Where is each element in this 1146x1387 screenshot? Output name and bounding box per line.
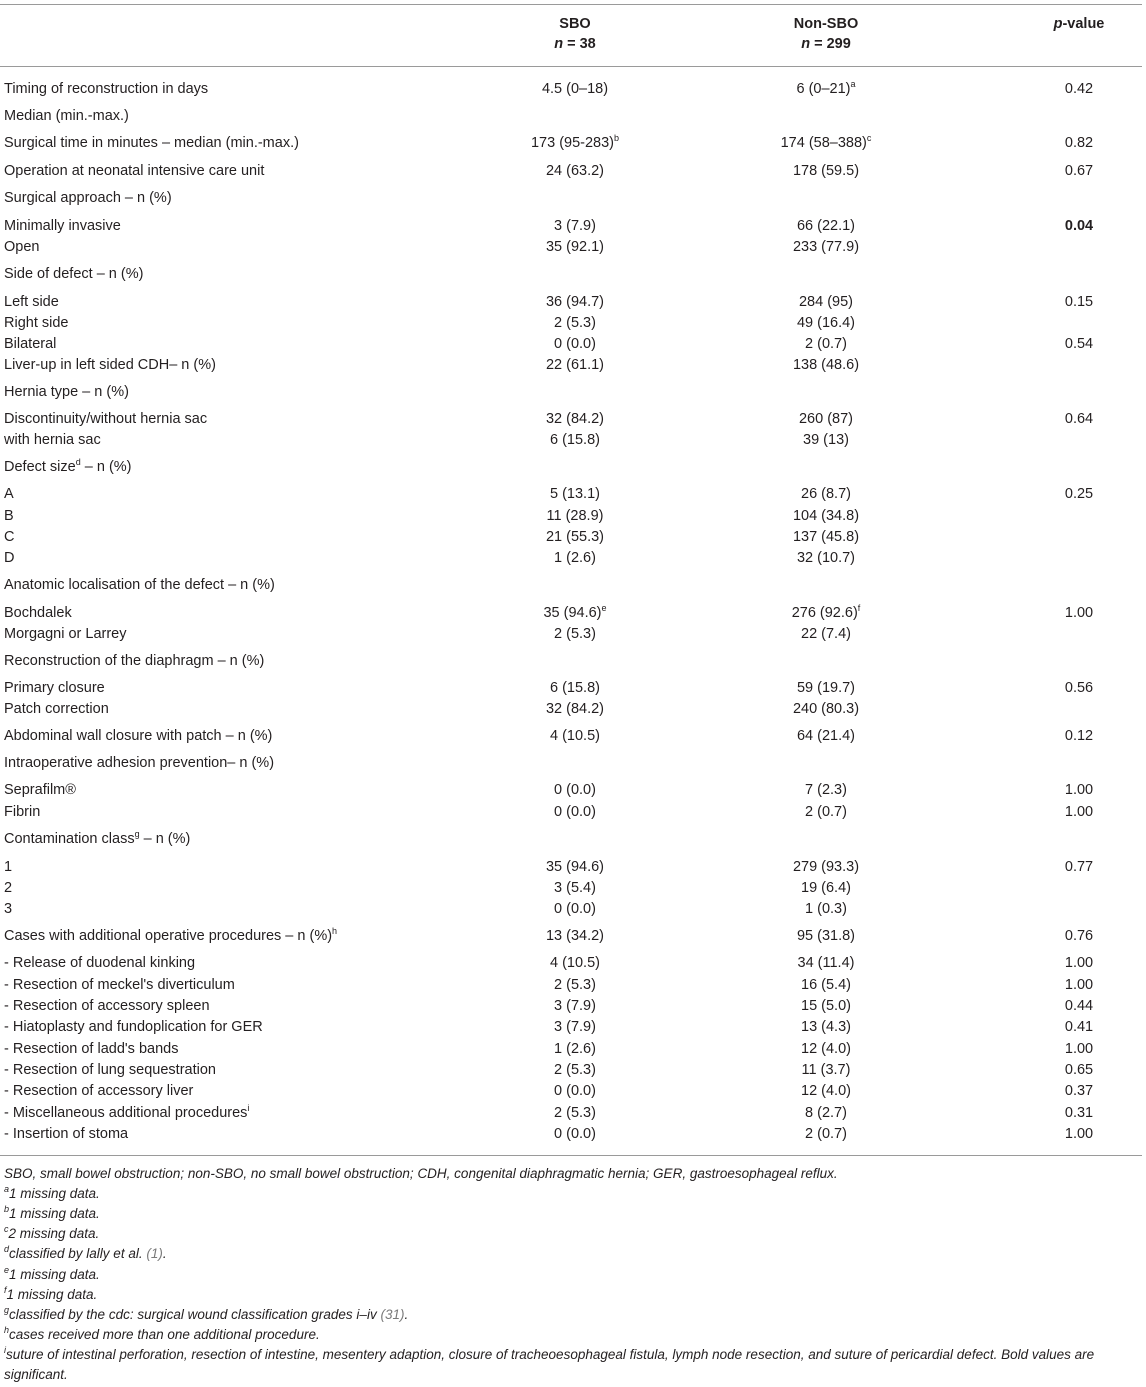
cell-non-sbo: 276 $(92.6)^f$ (791, 603, 861, 621)
row-label: - Resection of accessory liver (4, 1083, 194, 1099)
cell-sbo: 13 (34.2) (545, 928, 605, 944)
table-row (0, 409, 1142, 429)
footnote-mark: g (134, 829, 140, 839)
cell-non-sbo: 34 (11.4) (797, 955, 855, 971)
footnote-mark: f (857, 603, 861, 613)
cell-p-value: 0.12 (1064, 728, 1094, 744)
cell-non-sbo: 95 (31.8) (796, 928, 856, 944)
row-label: Liver-up in left sided CDH– n (%) (4, 357, 216, 373)
cell-sbo: 4 (10.5) (550, 955, 600, 971)
row-label: Bochdalek (4, 605, 72, 621)
table-row (0, 753, 1142, 773)
table-row (0, 1060, 1142, 1080)
cell-non-sbo: 64 (21.4) (796, 728, 856, 744)
table-row (0, 133, 1142, 153)
cell-p-value: 0.76 (1064, 928, 1094, 944)
table-row (0, 780, 1142, 800)
cell-non-sbo: 19 (6.4) (801, 880, 851, 896)
cell-sbo: 36 (94.7) (545, 294, 605, 310)
footnote-f: $^f$1 missing data. (4, 1285, 98, 1302)
row-label: - Miscellaneous additional procedures$^i$ (4, 1103, 250, 1121)
cell-non-sbo: 13 (4.3) (801, 1019, 851, 1035)
cell-p-value: 0.37 (1064, 1083, 1094, 1099)
cell-sbo: 6 (15.8) (550, 680, 600, 696)
row-label: - Release of duodenal kinking (4, 955, 196, 971)
table-row (0, 161, 1142, 181)
cell-p-value: 0.65 (1064, 1062, 1094, 1078)
table-row (0, 1081, 1142, 1101)
row-label: C (4, 529, 15, 545)
row-label: - Resection of lung sequestration (4, 1062, 216, 1078)
cell-sbo: 2 (5.3) (554, 1105, 596, 1121)
table-row (0, 355, 1142, 375)
cell-sbo: 0 (0.0) (554, 1126, 596, 1142)
cell-non-sbo: 279 (93.3) (792, 859, 860, 875)
cell-sbo: 3 (7.9) (554, 998, 596, 1014)
cell-p-value: 0.82 (1064, 135, 1094, 151)
cell-p-value: 1.00 (1064, 1126, 1094, 1142)
row-label: 1 (4, 859, 13, 875)
table-row (0, 506, 1142, 526)
cell-sbo: 2 (5.3) (554, 1062, 596, 1078)
footnote-c: $^c$2 missing data. (4, 1224, 100, 1241)
cell-non-sbo: 15 (5.0) (801, 998, 851, 1014)
row-label: Anatomic localisation of the defect – n (%) (4, 577, 275, 593)
footnote-i: $^i$suture of intestinal perforation, resection of intestine, mesentery adaption, closure of tracheoesophageal fistula, lymph node resection, and suture of pericardial defect. Bold values are significant. (4, 1345, 1095, 1382)
cell-sbo: 5 (13.1) (550, 486, 600, 502)
row-label: Discontinuity/without hernia sac (4, 411, 208, 427)
cell-non-sbo: 233 (77.9) (792, 239, 860, 255)
cell-sbo: 0 (0.0) (554, 336, 596, 352)
cell-p-value: 1.00 (1064, 977, 1094, 993)
cell-non-sbo: 1 (0.3) (805, 901, 847, 917)
table-row (0, 1103, 1142, 1123)
header-non-sbo-title: Non-SBO (793, 16, 859, 32)
header-rule (0, 66, 1142, 67)
row-label: - Hiatoplasty and fundoplication for GER (4, 1019, 263, 1035)
cell-sbo: 35 (94.6) (545, 859, 605, 875)
cell-sbo: 35 $(94.6)^e$ (543, 603, 607, 621)
table-row (0, 726, 1142, 746)
footnote-d: $^d$classified by lally et al. (1). (4, 1244, 167, 1261)
row-label: Operation at neonatal intensive care unit (4, 163, 265, 179)
cell-sbo: 1 (2.6) (554, 1041, 596, 1057)
table-row (0, 926, 1142, 946)
cell-sbo: 2 (5.3) (554, 977, 596, 993)
cell-sbo: 32 (84.2) (545, 411, 605, 427)
cell-non-sbo: 49 (16.4) (796, 315, 856, 331)
cell-non-sbo: 59 (19.7) (796, 680, 856, 696)
reference-link: (1) (146, 1246, 163, 1261)
row-label: Cases with additional operative procedures – n (%)$^h$ (4, 926, 338, 944)
cell-sbo: 0 (0.0) (554, 901, 596, 917)
row-label: Timing of reconstruction in days (4, 81, 209, 97)
table-row (0, 899, 1142, 919)
table-row (0, 79, 1142, 99)
row-label: B (4, 508, 14, 524)
cell-sbo: 3 (5.4) (554, 880, 596, 896)
cell-sbo: 4 (10.5) (550, 728, 600, 744)
table-row (0, 624, 1142, 644)
footnote-mark: a (850, 79, 856, 89)
row-label: Surgical time in minutes – median (min.-max.) (4, 135, 299, 151)
table-row (0, 829, 1142, 849)
cell-sbo: 2 (5.3) (554, 315, 596, 331)
cell-p-value: 0.67 (1064, 163, 1094, 179)
header-non-sbo-n: n = 299 (801, 36, 851, 52)
row-label: - Resection of accessory spleen (4, 998, 210, 1014)
row-label: D (4, 550, 15, 566)
table-row (0, 878, 1142, 898)
cell-p-value: 1.00 (1064, 804, 1094, 820)
row-label: Reconstruction of the diaphragm – n (%) (4, 653, 265, 669)
footnote-h: $^h$cases received more than one additional procedure. (4, 1325, 320, 1342)
cell-p-value: 1.00 (1064, 955, 1094, 971)
row-label: Patch correction (4, 701, 109, 717)
table-row (0, 1039, 1142, 1059)
row-label: Primary closure (4, 680, 105, 696)
top-rule (0, 4, 1142, 5)
cell-non-sbo: 2 (0.7) (805, 336, 847, 352)
table-row (0, 802, 1142, 822)
table-row (0, 527, 1142, 547)
row-label: Side of defect – n (%) (4, 266, 144, 282)
row-label: A (4, 486, 14, 502)
table-row (0, 996, 1142, 1016)
cell-p-value: 1.00 (1064, 1041, 1094, 1057)
reference-link: (31) (380, 1307, 405, 1322)
table-row (0, 313, 1142, 333)
table-row (0, 548, 1142, 568)
footnote-mark: h (332, 926, 338, 936)
row-label: Seprafilm® (4, 782, 76, 798)
cell-non-sbo: 178 (59.5) (792, 163, 860, 179)
footnote-mark: c (866, 133, 872, 143)
row-label: Morgagni or Larrey (4, 626, 127, 642)
table-row (0, 292, 1142, 312)
cell-non-sbo: 240 (80.3) (792, 701, 860, 717)
table-row (0, 678, 1142, 698)
footnote-g: $^g$classified by the cdc: surgical wound classification grades i–iv (31). (4, 1305, 409, 1322)
table-row (0, 975, 1142, 995)
row-label: Surgical approach – n (%) (4, 190, 172, 206)
footnote-mark: i (247, 1103, 250, 1113)
cell-p-value: 0.42 (1064, 81, 1094, 97)
footnote-abbreviations: SBO, small bowel obstruction; non-SBO, no small bowel obstruction; CDH, congenital diaphragmatic hernia; GER, gastroesophageal reflux. (4, 1166, 838, 1181)
row-label: 2 (4, 880, 13, 896)
cell-non-sbo: 137 (45.8) (792, 529, 860, 545)
footnote-mark: d (75, 457, 81, 467)
table-row (0, 1124, 1142, 1144)
cell-non-sbo: 284 (95) (798, 294, 853, 310)
cell-non-sbo: 26 (8.7) (801, 486, 851, 502)
footnote-mark: e (601, 603, 607, 613)
cell-p-value: 0.54 (1064, 336, 1094, 352)
table-row (0, 216, 1142, 236)
cell-non-sbo: 260 (87) (798, 411, 853, 427)
cell-non-sbo: 32 (10.7) (796, 550, 856, 566)
cell-sbo: 3 (7.9) (554, 1019, 596, 1035)
table-row (0, 953, 1142, 973)
header-sbo (455, 14, 695, 54)
cell-p-value: 0.31 (1064, 1105, 1094, 1121)
cell-sbo: 24 (63.2) (545, 163, 605, 179)
row-label: Right side (4, 315, 69, 331)
cell-sbo: 35 (92.1) (545, 239, 605, 255)
row-label: 3 (4, 901, 13, 917)
row-label: Median (min.-max.) (4, 108, 129, 124)
footnote-e: $^e$1 missing data. (4, 1265, 100, 1282)
row-label: Bilateral (4, 336, 57, 352)
row-label: Contamination class$^g$ – n (%) (4, 829, 191, 847)
row-label: Intraoperative adhesion prevention– n (%) (4, 755, 275, 771)
row-label: Open (4, 239, 40, 255)
row-label: - Resection of meckel's diverticulum (4, 977, 235, 993)
cell-p-value: 0.77 (1064, 859, 1094, 875)
cell-p-value: 0.64 (1064, 411, 1094, 427)
cell-p-value: 0.41 (1064, 1019, 1094, 1035)
table-row (0, 264, 1142, 284)
cell-sbo: 1 (2.6) (554, 550, 596, 566)
row-label: with hernia sac (4, 432, 101, 448)
table-row (0, 699, 1142, 719)
cell-non-sbo: 22 (7.4) (801, 626, 851, 642)
cell-non-sbo: 11 (3.7) (801, 1062, 851, 1078)
row-label: Defect size$^d$ – n (%) (4, 457, 132, 475)
footnote-mark: b (614, 133, 620, 143)
cell-sbo: 11 (28.9) (546, 508, 604, 524)
row-label: Fibrin (4, 804, 41, 820)
row-label: Left side (4, 294, 59, 310)
cell-sbo: 21 (55.3) (545, 529, 605, 545)
cell-sbo: 4.5 (0–18) (541, 81, 609, 97)
header-sbo-n: n = 38 (554, 36, 596, 52)
cell-non-sbo: 12 (4.0) (801, 1041, 851, 1057)
cell-p-value: 0.04 (1064, 218, 1094, 234)
table-row (0, 106, 1142, 126)
cell-non-sbo: 2 (0.7) (805, 804, 847, 820)
table-row (0, 334, 1142, 354)
table-row (0, 484, 1142, 504)
cell-non-sbo: 138 (48.6) (792, 357, 860, 373)
header-non-sbo (706, 14, 946, 54)
cell-sbo: 32 (84.2) (545, 701, 605, 717)
table-row (0, 188, 1142, 208)
footnote-b: $^b$1 missing data. (4, 1204, 100, 1221)
cell-sbo: 22 (61.1) (545, 357, 605, 373)
cell-sbo: 0 (0.0) (554, 804, 596, 820)
cell-sbo: 6 (15.8) (550, 432, 600, 448)
table-row (0, 237, 1142, 257)
table-row (0, 651, 1142, 671)
bottom-rule (0, 1155, 1142, 1156)
cell-sbo: 0 (0.0) (554, 1083, 596, 1099)
row-label: Abdominal wall closure with patch – n (%) (4, 728, 273, 744)
cell-p-value: 0.56 (1064, 680, 1094, 696)
row-label: Hernia type – n (%) (4, 384, 129, 400)
cell-sbo: 3 (7.9) (554, 218, 596, 234)
cell-non-sbo: 66 (22.1) (796, 218, 856, 234)
table-row (0, 575, 1142, 595)
cell-non-sbo: 2 (0.7) (805, 1126, 847, 1142)
cell-non-sbo: 8 (2.7) (805, 1105, 847, 1121)
table-row (0, 1017, 1142, 1037)
cell-sbo: 2 (5.3) (554, 626, 596, 642)
row-label: - Resection of ladd's bands (4, 1041, 179, 1057)
row-label: - Insertion of stoma (4, 1126, 129, 1142)
cell-sbo: 173 $(95-283)^b$ (530, 133, 620, 151)
row-label: Minimally invasive (4, 218, 121, 234)
cell-p-value: 0.44 (1064, 998, 1094, 1014)
cell-non-sbo: 16 (5.4) (801, 977, 851, 993)
cell-p-value: 1.00 (1064, 605, 1094, 621)
cell-non-sbo: 174 $(58-388)^c$ (780, 133, 872, 151)
table-row (0, 857, 1142, 877)
table-row (0, 430, 1142, 450)
header-p-value: p-value (1053, 16, 1105, 32)
cell-p-value: 0.15 (1064, 294, 1094, 310)
cell-non-sbo: 12 (4.0) (801, 1083, 851, 1099)
cell-non-sbo: 104 (34.8) (792, 508, 860, 524)
cell-p-value: 0.25 (1064, 486, 1094, 502)
table-row (0, 457, 1142, 477)
cell-non-sbo: 39 (13) (803, 432, 849, 448)
cell-sbo: 0 (0.0) (554, 782, 596, 798)
cell-non-sbo: 7 (2.3) (805, 782, 847, 798)
cell-p-value: 1.00 (1064, 782, 1094, 798)
footnote-a: $^a$1 missing data. (4, 1184, 100, 1201)
cell-non-sbo: 6 $(0-21)^a$ (796, 79, 856, 97)
table-row (0, 603, 1142, 623)
table-row (0, 382, 1142, 402)
header-sbo-title: SBO (559, 16, 591, 32)
